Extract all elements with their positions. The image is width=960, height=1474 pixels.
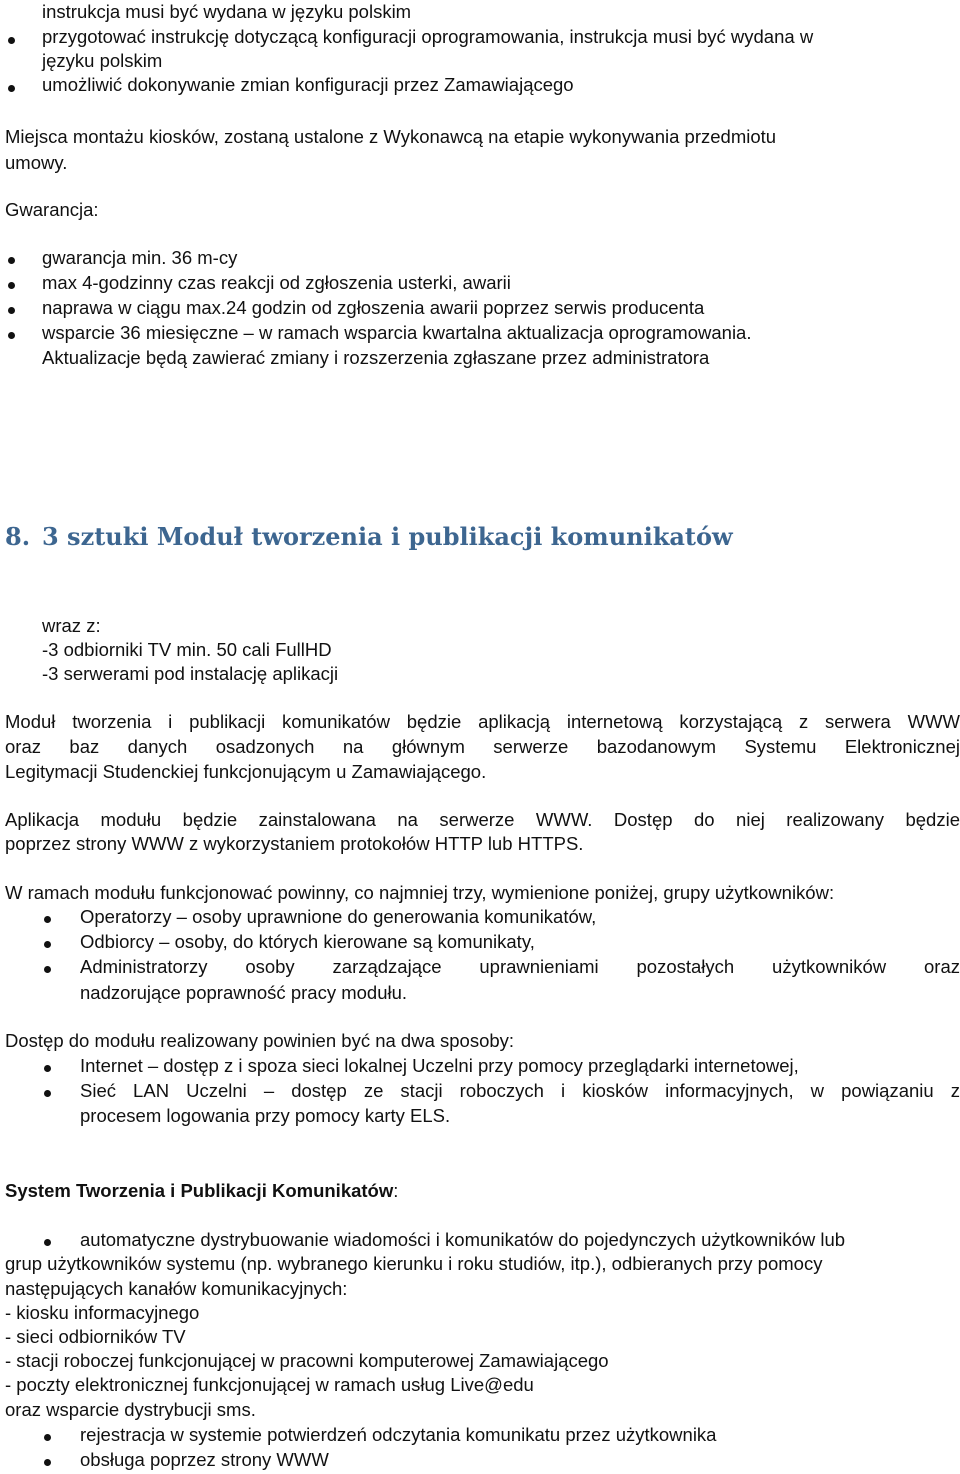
paragraph-line: poprzez strony WWW z wykorzystaniem protokołów HTTP lub HTTPS. [5,833,584,854]
with-item: -3 odbiorniki TV min. 50 cali FullHD [42,639,332,660]
list-item: umożliwić dokonywanie zmian konfiguracji przez Zamawiającego [42,74,574,95]
group-item-continuation: nadzorujące poprawność pracy modułu. [80,982,408,1003]
with-label: wraz z: [42,615,101,636]
paragraph-line: umowy. [5,152,68,173]
system-heading [5,1180,398,1202]
bullet-icon [44,916,51,923]
access-item: Internet – dostęp z i spoza sieci lokalnej Uczelni przy pomocy przeglądarki internetowej, [80,1055,799,1076]
bullet-icon [8,282,15,289]
list-item: gwarancja min. 36 m-cy [42,247,238,268]
list-item-continuation: Aktualizacje będą zawierać zmiany i rozszerzenia zgłaszane przez administratora [42,347,710,368]
group-item: Operatorzy – osoby uprawnione do generowania komunikatów, [80,906,597,927]
paragraph-line: Moduł tworzenia i publikacji komunikatów będzie aplikacją internetową korzystającą z serwera WWW [5,711,960,732]
bullet-icon [44,1065,51,1072]
bullet-icon [8,257,15,264]
list-item: przygotować instrukcję dotyczącą konfiguracji oprogramowania, instrukcja musi być wydana w [42,26,814,47]
system-heading-text: System Tworzenia i Publikacji Komunikatów [5,1180,394,1201]
bullet-icon [8,307,15,314]
system-heading-colon: : [393,1180,399,1201]
system-bullet-continuation: grup użytkowników systemu (np. wybranego kierunku i roku studiów, itp.), odbieranych przy pomocy [5,1253,823,1274]
system-bullet: obsługa poprzez strony WWW [80,1449,329,1470]
bullet-icon [8,332,15,339]
group-item: Odbiorcy – osoby, do których kierowane są komunikaty, [80,931,535,952]
bullet-icon [44,941,51,948]
access-item: Sieć LAN Uczelni – dostęp ze stacji roboczych i kiosków informacyjnych, w powiązaniu z [80,1080,960,1101]
paragraph-line: Miejsca montażu kiosków, zostaną ustalone z Wykonawcą na etapie wykonywania przedmiotu [5,126,777,147]
list-item: max 4-godzinny czas reakcji od zgłoszenia usterki, awarii [42,272,511,293]
channel-item: - poczty elektronicznej funkcjonującej w ramach usług Live@edu [5,1374,534,1395]
bullet-icon [8,37,15,44]
bullet-icon [44,1459,51,1466]
channel-item: - sieci odbiorników TV [5,1326,186,1347]
bullet-icon [44,1434,51,1441]
group-item: Administratorzy osoby zarządzające uprawnieniami pozostałych użytkowników oraz [80,956,960,977]
channel-item: - stacji roboczej funkcjonującej w pracowni komputerowej Zamawiającego [5,1350,609,1371]
access-item-continuation: procesem logowania przy pomocy karty ELS. [80,1105,451,1126]
channel-item: - kiosku informacyjnego [5,1302,200,1323]
bullet-icon [44,1090,51,1097]
with-item: -3 serwerami pod instalację aplikacji [42,663,339,684]
bullet-icon [44,966,51,973]
paragraph-line: Aplikacja modułu będzie zainstalowana na serwerze WWW. Dostęp do niej realizowany będzie [5,809,960,830]
bullet-icon [8,85,15,92]
channel-item: oraz wsparcie dystrybucji sms. [5,1399,256,1420]
list-item: wsparcie 36 miesięczne – w ramach wsparcia kwartalna aktualizacja oprogramowania. [42,322,752,343]
system-bullet: rejestracja w systemie potwierdzeń odczytania komunikatu przez użytkownika [80,1424,717,1445]
access-intro: Dostęp do modułu realizowany powinien być na dwa sposoby: [5,1030,515,1051]
list-item-continuation: języku polskim [42,50,163,71]
system-bullet-continuation: następujących kanałów komunikacyjnych: [5,1278,348,1299]
bullet-icon [44,1239,51,1246]
text-line: instrukcja musi być wydana w języku polskim [42,1,412,22]
paragraph-line: oraz baz danych osadzonych na głównym serwerze bazodanowym Systemu Elektronicznej [5,736,960,757]
groups-intro: W ramach modułu funkcjonować powinny, co najmniej trzy, wymienione poniżej, grupy użytkowników: [5,882,835,903]
warranty-heading: Gwarancja: [5,199,99,220]
list-item: naprawa w ciągu max.24 godzin od zgłoszenia awarii poprzez serwis producenta [42,297,705,318]
system-bullet: automatyczne dystrybuowanie wiadomości i komunikatów do pojedynczych użytkowników lub [80,1229,846,1250]
section-number: 8. [5,522,31,551]
section-title: 3 sztuki Moduł tworzenia i publikacji komunikatów [42,522,733,551]
paragraph-line: Legitymacji Studenckiej funkcjonującym u Zamawiającego. [5,761,487,782]
